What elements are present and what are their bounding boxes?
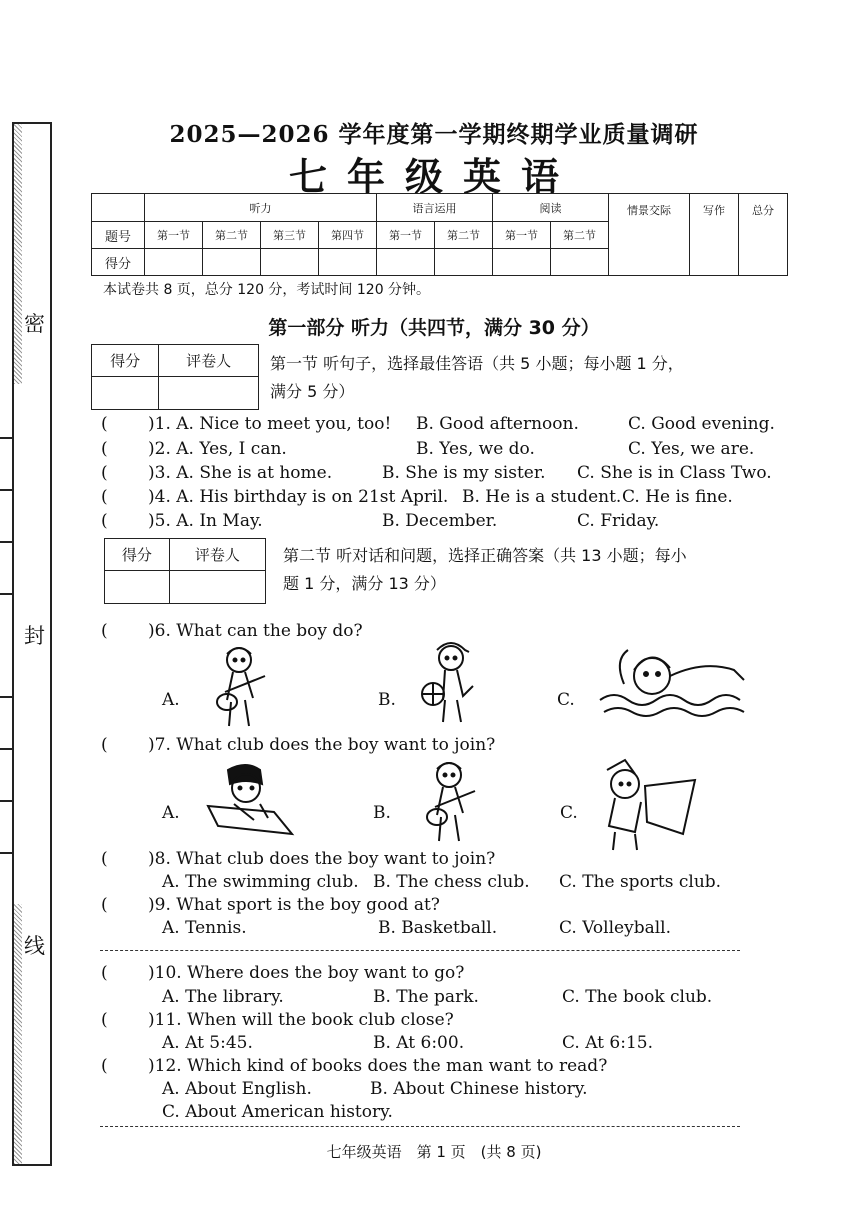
grader-score-label: 得分: [92, 345, 159, 377]
question-12-stem: )12. Which kind of books does the man want to read?: [148, 1056, 608, 1076]
binding-tick: [0, 800, 14, 802]
question-10-option-b: B. The park.: [373, 987, 479, 1007]
section2-instruction: [283, 542, 687, 598]
score-cell[interactable]: [435, 249, 493, 276]
question-5-option-b: B. December.: [382, 511, 498, 531]
question-11-option-a: A. At 5:45.: [162, 1033, 253, 1053]
question-6-label-b: B.: [378, 690, 396, 710]
score-group-communication: 情景交际: [609, 194, 690, 276]
question-8-option-c: C. The sports club.: [559, 872, 722, 892]
question-12-option-c: C. About American history.: [162, 1102, 393, 1122]
page-footer: 七年级英语 第 1 页 (共 8 页): [326, 1143, 542, 1161]
dashed-divider: [100, 1126, 740, 1127]
subsection-header: 第一节: [493, 222, 551, 249]
subsection-header: 第一节: [145, 222, 203, 249]
section1-line2: 满分 5 分）: [270, 382, 355, 401]
subsection-header: 第二节: [203, 222, 261, 249]
question-3-option-c: C. She is in Class Two.: [577, 463, 772, 483]
subsection-header: 第二节: [435, 222, 493, 249]
score-table-corner: [92, 194, 145, 222]
binding-seal-xian: 线: [24, 934, 45, 958]
question-2-option-b: B. Yes, we do.: [416, 439, 535, 459]
row-label-number: 题号: [92, 222, 145, 249]
score-group-reading: 阅读: [493, 194, 609, 222]
question-3-stem: )3. A. She is at home.: [148, 463, 333, 483]
grader-name-label: 评卷人: [159, 345, 259, 377]
binding-tick: [0, 696, 14, 698]
score-cell[interactable]: [493, 249, 551, 276]
score-cell[interactable]: [319, 249, 377, 276]
section2-line1: 第二节 听对话和问题，选择正确答案（共 13 小题；每小: [283, 546, 687, 565]
score-group-writing: 写作: [690, 194, 739, 276]
question-7-label-c: C.: [560, 803, 578, 823]
part1-title: 第一部分 听力（共四节，满分 30 分）: [268, 317, 600, 339]
grader-box-1: [91, 344, 259, 410]
binding-tick: [0, 748, 14, 750]
grader-score-cell[interactable]: [105, 571, 170, 604]
binding-shade-bottom: [14, 904, 22, 1164]
answer-paren[interactable]: (: [101, 963, 108, 983]
question-6-label-a: A.: [162, 690, 180, 710]
binding-tick: [0, 437, 14, 439]
score-cell[interactable]: [551, 249, 609, 276]
boy-writing-image: [204, 760, 298, 840]
question-9-option-c: C. Volleyball.: [559, 918, 671, 938]
answer-paren[interactable]: (: [101, 1010, 108, 1030]
score-cell[interactable]: [145, 249, 203, 276]
boy-drawing-image: [595, 756, 699, 852]
question-12-option-b: B. About Chinese history.: [370, 1079, 588, 1099]
score-group-listening: 听力: [145, 194, 377, 222]
question-6-stem: )6. What can the boy do?: [148, 621, 363, 641]
answer-paren[interactable]: (: [101, 463, 108, 483]
question-8-option-a: A. The swimming club.: [162, 872, 359, 892]
boy-swimming-image: [594, 640, 756, 722]
dashed-divider: [100, 950, 740, 951]
question-9-stem: )9. What sport is the boy good at?: [148, 895, 440, 915]
question-6-label-c: C.: [557, 690, 575, 710]
binding-seal-feng: 封: [24, 624, 45, 648]
question-5-stem: )5. A. In May.: [148, 511, 263, 531]
question-10-option-a: A. The library.: [162, 987, 284, 1007]
subsection-header: 第四节: [319, 222, 377, 249]
grader-score-cell[interactable]: [92, 377, 159, 410]
binding-tick: [0, 541, 14, 543]
subsection-header: 第三节: [261, 222, 319, 249]
answer-paren[interactable]: (: [101, 414, 108, 434]
score-table: [91, 193, 788, 276]
question-1-stem: )1. A. Nice to meet you, too!: [148, 414, 392, 434]
answer-paren[interactable]: (: [101, 439, 108, 459]
grader-name-cell[interactable]: [169, 571, 265, 604]
binding-tick: [0, 593, 14, 595]
question-7-label-a: A.: [162, 803, 180, 823]
question-2-option-c: C. Yes, we are.: [628, 439, 755, 459]
section2-line2: 题 1 分，满分 13 分）: [283, 574, 446, 593]
answer-paren[interactable]: (: [101, 1056, 108, 1076]
answer-paren[interactable]: (: [101, 895, 108, 915]
grader-score-label: 得分: [105, 539, 170, 571]
question-1-option-b: B. Good afternoon.: [416, 414, 579, 434]
question-4-option-b: B. He is a student.: [462, 487, 622, 507]
score-group-language: 语言运用: [377, 194, 493, 222]
answer-paren[interactable]: (: [101, 511, 108, 531]
grader-name-cell[interactable]: [159, 377, 259, 410]
grader-box-2: [104, 538, 266, 604]
section1-line1: 第一节 听句子，选择最佳答语（共 5 小题；每小题 1 分，: [270, 354, 684, 373]
question-9-option-b: B. Basketball.: [378, 918, 498, 938]
boy-guitar-image: [415, 755, 485, 845]
question-8-stem: )8. What club does the boy want to join?: [148, 849, 496, 869]
question-12-option-a: A. About English.: [162, 1079, 312, 1099]
answer-paren[interactable]: (: [101, 487, 108, 507]
question-1-option-c: C. Good evening.: [628, 414, 775, 434]
section1-instruction: [270, 350, 684, 406]
boy-basketball-image: [415, 636, 485, 726]
boy-guitar-image: [205, 640, 275, 730]
binding-tick: [0, 852, 14, 854]
score-cell[interactable]: [261, 249, 319, 276]
answer-paren[interactable]: (: [101, 735, 108, 755]
question-10-option-c: C. The book club.: [562, 987, 713, 1007]
exam-note: 本试卷共 8 页，总分 120 分，考试时间 120 分钟。: [103, 282, 431, 298]
question-2-stem: )2. A. Yes, I can.: [148, 439, 287, 459]
question-8-option-b: B. The chess club.: [373, 872, 530, 892]
question-3-option-b: B. She is my sister.: [382, 463, 546, 483]
question-7-stem: )7. What club does the boy want to join?: [148, 735, 496, 755]
question-11-option-b: B. At 6:00.: [373, 1033, 465, 1053]
question-11-option-c: C. At 6:15.: [562, 1033, 654, 1053]
subject-title: 七年级英语: [288, 154, 579, 199]
question-4-option-c: C. He is fine.: [622, 487, 733, 507]
subsection-header: 第二节: [551, 222, 609, 249]
binding-tick: [0, 489, 14, 491]
score-group-total: 总分: [739, 194, 788, 276]
score-cell[interactable]: [377, 249, 435, 276]
question-7-label-b: B.: [373, 803, 391, 823]
exam-title: 2025—2026 学年度第一学期终期学业质量调研: [169, 121, 699, 148]
score-cell[interactable]: [203, 249, 261, 276]
answer-paren[interactable]: (: [101, 849, 108, 869]
subsection-header: 第一节: [377, 222, 435, 249]
answer-paren[interactable]: (: [101, 621, 108, 641]
grader-name-label: 评卷人: [169, 539, 265, 571]
question-9-option-a: A. Tennis.: [162, 918, 247, 938]
question-11-stem: )11. When will the book club close?: [148, 1010, 454, 1030]
question-10-stem: )10. Where does the boy want to go?: [148, 963, 465, 983]
question-5-option-c: C. Friday.: [577, 511, 660, 531]
row-label-score: 得分: [92, 249, 145, 276]
binding-seal-mi: 密: [24, 312, 45, 336]
question-4-stem: )4. A. His birthday is on 21st April.: [148, 487, 449, 507]
